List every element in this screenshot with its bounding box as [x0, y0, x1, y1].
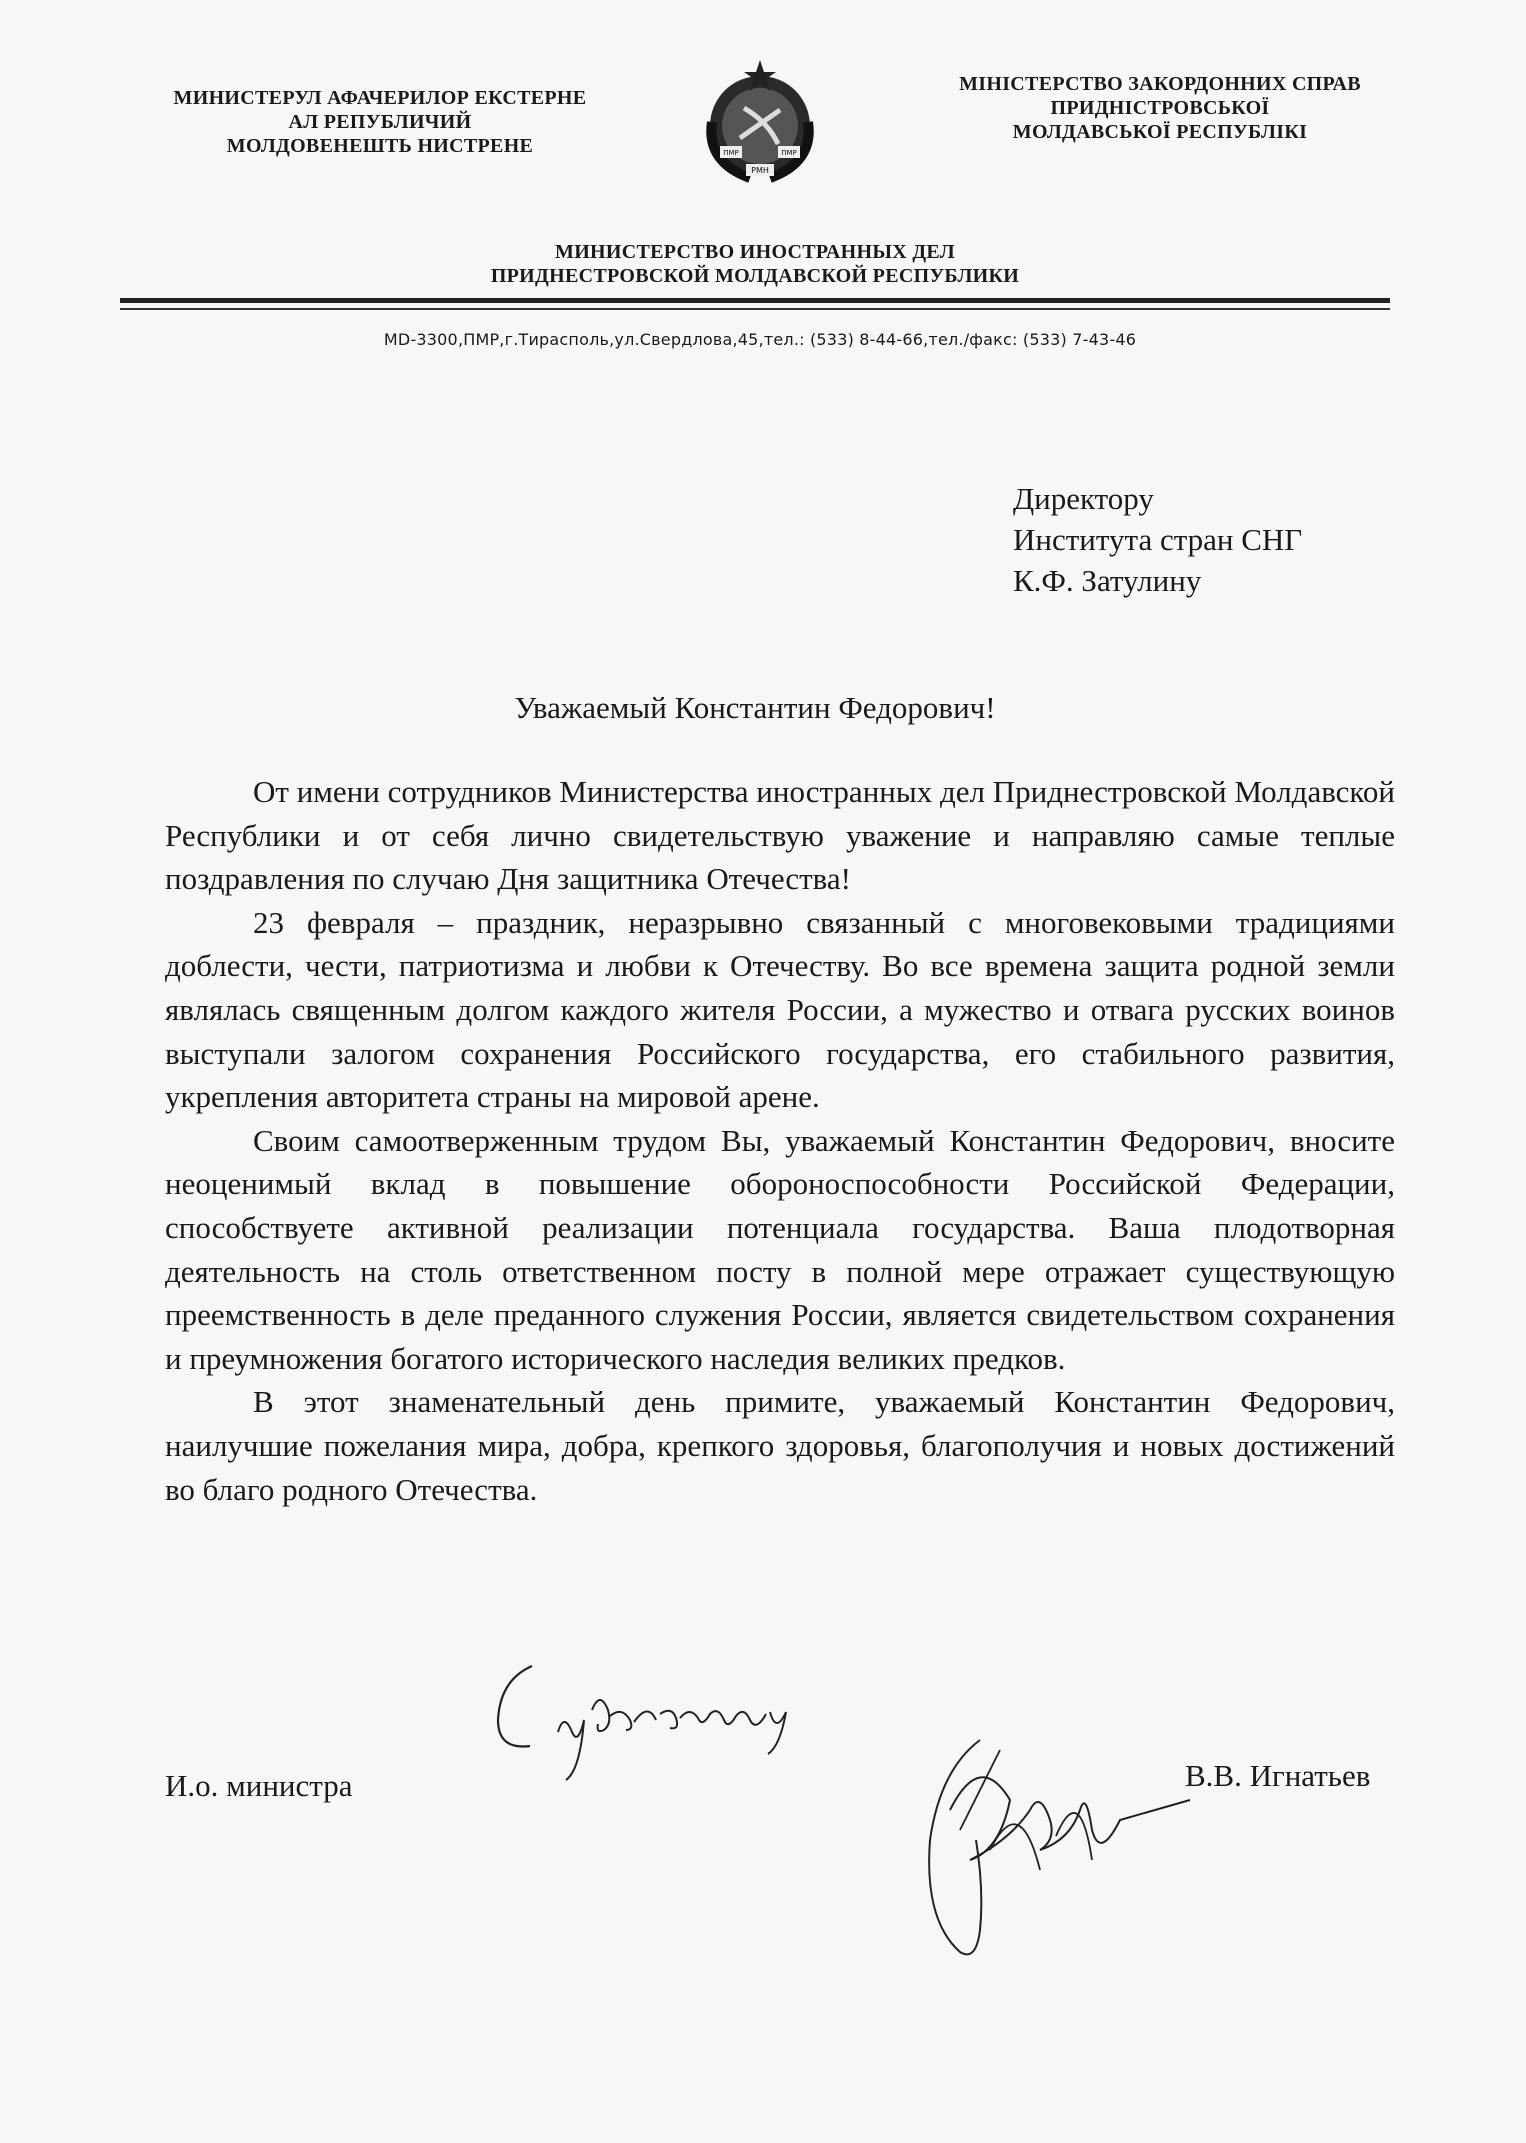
body-paragraph: От имени сотрудников Министерства иностранных дел Приднестровской Молдавской Республики и от себя лично свидетельствую уважение и направляю самые теплые поздравления по случаю Дня защитника Отечества!: [165, 774, 1395, 897]
letterhead-line: МІНІСТЕРСТВО ЗАКОРДОННИХ СПРАВ: [959, 73, 1361, 95]
letterhead-divider: [120, 298, 1390, 303]
emblem-label-right: ПМР: [781, 149, 797, 157]
addressee-line: Института стран СНГ: [1013, 522, 1303, 557]
state-emblem-icon: [690, 52, 830, 192]
letterhead-divider-thin: [120, 308, 1390, 310]
letterhead-line: МИНИСТЕРСТВО ИНОСТРАННЫХ ДЕЛ: [555, 241, 955, 263]
emblem-label-left: ПМР: [723, 149, 739, 157]
letterhead-line: МОЛДАВСЬКОЇ РЕСПУБЛІКІ: [1012, 121, 1308, 143]
addressee-line: К.Ф. Затулину: [1013, 563, 1202, 598]
addressee-block: [1013, 478, 1493, 601]
handwritten-closing: [480, 1650, 900, 1790]
letterhead-russian: [380, 240, 1130, 288]
emblem-label-bottom: РМН: [751, 166, 769, 175]
letterhead-line: МОЛДОВЕНЕШТЬ НИСТРЕНЕ: [226, 135, 534, 157]
letterhead-line: ПРИДНЕСТРОВСКОЙ МОЛДАВСКОЙ РЕСПУБЛИКИ: [490, 265, 1020, 287]
letterhead-line: МИНИСТЕРУЛ АФАЧЕРИЛОР ЕКСТЕРНЕ: [173, 87, 587, 109]
letter-body: [165, 770, 1395, 1511]
signer-position: И.о. министра: [165, 1768, 353, 1803]
letterhead-moldovan: [100, 86, 660, 158]
letterhead-line: ПРИДНІСТРОВСЬКОЇ: [1050, 97, 1270, 119]
letterhead-ukrainian: [880, 72, 1440, 144]
body-paragraph: В этот знаменательный день примите, уважаемый Константин Федорович, наилучшие пожелания мира, добра, крепкого здоровья, благополучия и новых достижений во благо родного Отечества.: [165, 1384, 1395, 1507]
addressee-line: Директору: [1013, 481, 1154, 516]
signature-icon: [880, 1690, 1220, 1980]
salutation: Уважаемый Константин Федорович!: [514, 690, 996, 725]
body-paragraph: 23 февраля – праздник, неразрывно связанный с многовековыми традициями доблести, чести, патриотизма и любви к Отечеству. Во все времена защита родной земли являлась священным долгом каждого жителя России, а мужество и отвага русских воинов выступали залогом сохранения Российского государства, его стабильного развития, укрепления авторитета страны на мировой арене.: [165, 904, 1395, 1115]
letterhead-line: АЛ РЕПУБЛИЧИЙ: [288, 111, 472, 133]
signer-name: В.В. Игнатьев: [1185, 1758, 1371, 1793]
letterhead-address: MD-3300,ПМР,г.Тирасполь,ул.Свердлова,45,тел.: (533) 8-44-66,тел./факс: (533) 7-43-46: [383, 330, 1137, 349]
body-paragraph: Своим самоотверженным трудом Вы, уважаемый Константин Федорович, вносите неоценимый вклад в повышение обороноспособности Российской Федерации, способствуете активной реализации потенциала государства. Ваша плодотворная деятельность на столь ответственном посту в полной мере отражает существующую преемственность в деле преданного служения России, является свидетельством сохранения и преумножения богатого исторического наследия великих предков.: [165, 1122, 1395, 1376]
